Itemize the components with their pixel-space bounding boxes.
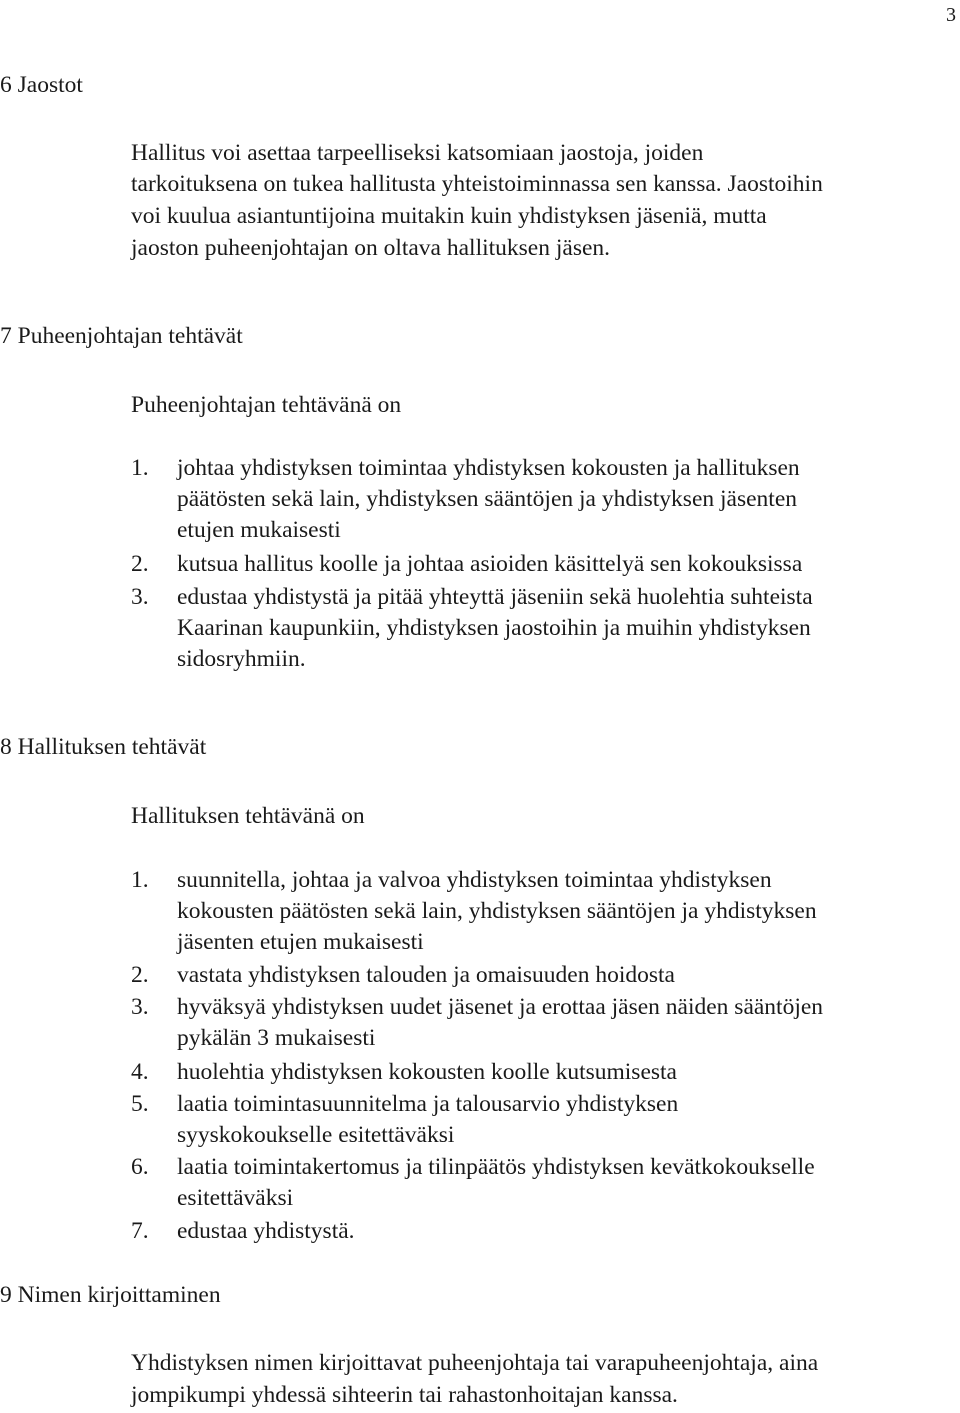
list-item [131, 1089, 678, 1151]
list-item-line: syyskokoukselle esitettäväksi [177, 1122, 455, 1148]
list-number: 7. [131, 1218, 149, 1244]
list-item-line: jäsenten etujen mukaisesti [177, 929, 424, 955]
list-item-line: huolehtia yhdistyksen kokousten koolle kutsumisesta [177, 1059, 677, 1085]
section-6-paragraph-line: tarkoituksena on tukea hallitusta yhteistoiminnassa sen kanssa. Jaostoihin [131, 171, 823, 197]
list-item-line: Kaarinan kaupunkiin, yhdistyksen jaostoihin ja muihin yhdistyksen [177, 615, 811, 641]
list-item-line: johtaa yhdistyksen toimintaa yhdistyksen kokousten ja hallituksen [177, 455, 800, 481]
section-6-paragraph-line: voi kuulua asiantuntijoina muitakin kuin yhdistyksen jäseniä, mutta [131, 203, 767, 229]
list-item [131, 960, 675, 991]
list-number: 3. [131, 584, 149, 610]
section-6-paragraph-line: jaoston puheenjohtajan on oltava hallituksen jäsen. [131, 235, 611, 261]
list-item [131, 865, 817, 958]
list-item [131, 1152, 815, 1214]
section-7-heading: 7 Puheenjohtajan tehtävät [0, 323, 243, 349]
list-number: 2. [131, 962, 149, 988]
list-number: 3. [131, 994, 149, 1020]
list-item [131, 1216, 355, 1247]
list-item-line: edustaa yhdistystä ja pitää yhteyttä jäseniin sekä huolehtia suhteista [177, 584, 813, 610]
list-number: 5. [131, 1091, 149, 1117]
list-item-line: suunnitella, johtaa ja valvoa yhdistyksen toimintaa yhdistyksen [177, 867, 772, 893]
list-item-line: kokousten päätösten sekä lain, yhdistyksen sääntöjen ja yhdistyksen [177, 898, 817, 924]
list-number: 1. [131, 455, 149, 481]
list-item-line: hyväksyä yhdistyksen uudet jäsenet ja erottaa jäsen näiden sääntöjen [177, 994, 824, 1020]
list-number: 6. [131, 1154, 149, 1180]
list-item [131, 582, 813, 675]
section-9-paragraph-line: jompikumpi yhdessä sihteerin tai rahastonhoitajan kanssa. [131, 1382, 678, 1408]
section-8-intro: Hallituksen tehtävänä on [131, 803, 365, 829]
list-number: 4. [131, 1059, 149, 1085]
list-item-line: laatia toimintasuunnitelma ja talousarvio yhdistyksen [177, 1091, 679, 1117]
section-8-heading: 8 Hallituksen tehtävät [0, 734, 207, 760]
list-item-line: etujen mukaisesti [177, 517, 341, 543]
list-number: 1. [131, 867, 149, 893]
list-item-line: sidosryhmiin. [177, 646, 306, 672]
list-number: 2. [131, 551, 149, 577]
list-item [131, 992, 823, 1054]
section-9-heading: 9 Nimen kirjoittaminen [0, 1282, 221, 1308]
list-item [131, 549, 802, 580]
list-item-line: pykälän 3 mukaisesti [177, 1025, 376, 1051]
list-item-line: päätösten sekä lain, yhdistyksen sääntöjen ja yhdistyksen jäsenten [177, 486, 797, 512]
section-6-heading: 6 Jaostot [0, 72, 83, 98]
list-item [131, 453, 800, 546]
list-item-line: kutsua hallitus koolle ja johtaa asioiden käsittelyä sen kokouksissa [177, 551, 803, 577]
page-number: 3 [946, 4, 956, 26]
list-item-line: edustaa yhdistystä. [177, 1218, 355, 1244]
section-9-paragraph-line: Yhdistyksen nimen kirjoittavat puheenjohtaja tai varapuheenjohtaja, aina [131, 1350, 819, 1376]
section-7-intro: Puheenjohtajan tehtävänä on [131, 392, 402, 418]
list-item-line: vastata yhdistyksen talouden ja omaisuuden hoidosta [177, 962, 675, 988]
list-item-line: laatia toimintakertomus ja tilinpäätös yhdistyksen kevätkokoukselle [177, 1154, 815, 1180]
list-item [131, 1057, 677, 1088]
section-6-paragraph-line: Hallitus voi asettaa tarpeelliseksi katsomiaan jaostoja, joiden [131, 140, 704, 166]
list-item-line: esitettäväksi [177, 1185, 294, 1211]
